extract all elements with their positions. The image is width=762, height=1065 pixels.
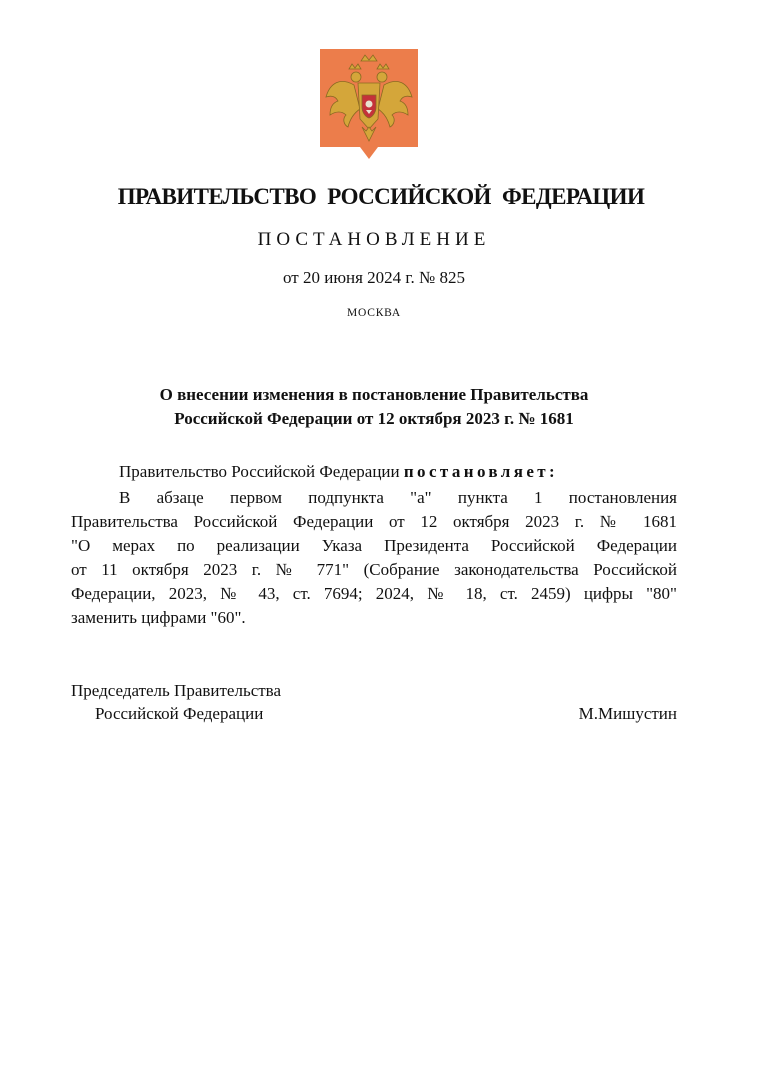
text-line: Правительства Российской Федерации от 12 октября 2023 г. № 1681 — [71, 512, 677, 531]
text-line: заменить цифрами "60". — [71, 608, 246, 627]
document-date-number: от 20 июня 2024 г. № 825 — [283, 268, 465, 287]
preamble-verb: постановляет: — [403, 462, 559, 481]
signatory-position-line: Председатель Правительства — [71, 681, 282, 700]
text-line: "О мерах по реализации Указа Президента Российской Федерации — [71, 536, 677, 555]
resolution-text — [71, 486, 677, 630]
signatory-name: М.Мишустин — [578, 704, 677, 723]
preamble-text: Правительство Российской Федерации — [119, 462, 404, 481]
document-city: МОСКВА — [346, 307, 402, 319]
document-subject — [60, 383, 688, 431]
subject-line: О внесении изменения в постановление Правительства — [159, 385, 589, 404]
text-line: В абзаце первом подпункта "а" пункта 1 постановления — [119, 488, 677, 507]
russian-coat-of-arms-icon — [318, 47, 420, 163]
signatory-position-line: Российской Федерации — [95, 704, 264, 723]
text-line: от 11 октября 2023 г. № 771" (Собрание законодательства Российской — [71, 560, 677, 579]
subject-line: Российской Федерации от 12 октября 2023 г. № 1681 — [174, 409, 574, 428]
signatory-position — [71, 679, 281, 725]
text-line: Федерации, 2023, № 43, ст. 7694; 2024, № 18, ст. 2459) цифры "80" — [71, 584, 677, 603]
organization-title: ПРАВИТЕЛЬСТВО РОССИЙСКОЙ ФЕДЕРАЦИИ — [117, 184, 645, 209]
document-type: ПОСТАНОВЛЕНИЕ — [257, 229, 491, 250]
preamble — [119, 460, 558, 484]
